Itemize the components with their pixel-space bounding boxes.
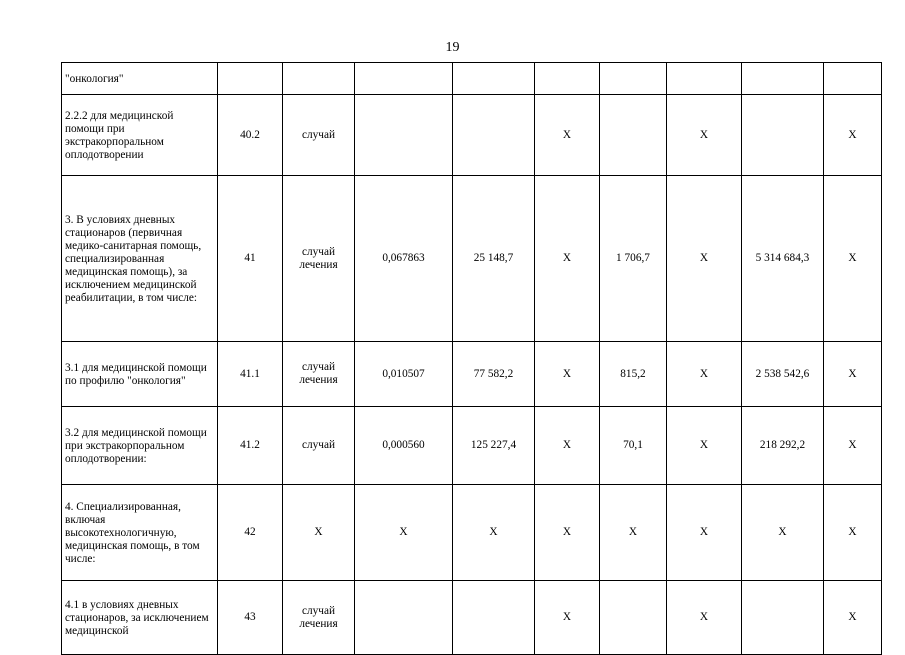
cell-col5: 77 582,2 <box>453 342 535 407</box>
row-name-cell: 3.1 для медицинской помощи по профилю "онкология" <box>62 342 218 407</box>
cell-col4 <box>355 63 453 95</box>
cell-col10: Х <box>824 485 882 581</box>
unit-cell: случай лечения <box>283 581 355 655</box>
table-row <box>62 407 882 485</box>
cell-col6: Х <box>535 407 600 485</box>
cell-col7 <box>600 63 667 95</box>
page-number: 19 <box>445 40 460 55</box>
cell-col5: 25 148,7 <box>453 176 535 342</box>
unit-cell: Х <box>283 485 355 581</box>
cell-col6: Х <box>535 485 600 581</box>
row-name-cell: 3. В условиях дневных стационаров (первичная медико-санитарная помощь, специализированная медицинская помощь), за исключением медицинской реабилитации, в том числе: <box>62 176 218 342</box>
unit-cell: случай <box>283 95 355 176</box>
cell-col6 <box>535 63 600 95</box>
row-name-cell: "онкология" <box>62 63 218 95</box>
cell-col10 <box>824 63 882 95</box>
cell-col10: Х <box>824 95 882 176</box>
table-row <box>62 63 882 95</box>
code-cell: 43 <box>218 581 283 655</box>
row-name-cell: 4.1 в условиях дневных стационаров, за исключением медицинской <box>62 581 218 655</box>
cell-col8: Х <box>667 342 742 407</box>
cell-col8: Х <box>667 176 742 342</box>
cell-col8: Х <box>667 95 742 176</box>
code-cell: 41 <box>218 176 283 342</box>
code-cell <box>218 63 283 95</box>
cell-col4 <box>355 581 453 655</box>
cell-col8: Х <box>667 407 742 485</box>
data-table <box>61 62 882 655</box>
code-cell: 42 <box>218 485 283 581</box>
cell-col6: Х <box>535 176 600 342</box>
code-cell: 41.1 <box>218 342 283 407</box>
table-row <box>62 581 882 655</box>
cell-col7: 815,2 <box>600 342 667 407</box>
cell-col5: Х <box>453 485 535 581</box>
table-row <box>62 95 882 176</box>
unit-cell <box>283 63 355 95</box>
cell-col7: Х <box>600 485 667 581</box>
cell-col8: Х <box>667 581 742 655</box>
code-cell: 41.2 <box>218 407 283 485</box>
cell-col5 <box>453 95 535 176</box>
cell-col9: 5 314 684,3 <box>742 176 824 342</box>
cell-col6: Х <box>535 95 600 176</box>
row-name-cell: 4. Специализированная, включая высокотехнологичную, медицинская помощь, в том числе: <box>62 485 218 581</box>
row-name-cell: 2.2.2 для медицинской помощи при экстракорпоральном оплодотворении <box>62 95 218 176</box>
cell-col5 <box>453 581 535 655</box>
code-cell: 40.2 <box>218 95 283 176</box>
cell-col4: Х <box>355 485 453 581</box>
cell-col9: Х <box>742 485 824 581</box>
cell-col9 <box>742 63 824 95</box>
cell-col4: 0,010507 <box>355 342 453 407</box>
table-row <box>62 485 882 581</box>
unit-cell: случай лечения <box>283 176 355 342</box>
cell-col4: 0,067863 <box>355 176 453 342</box>
cell-col6: Х <box>535 342 600 407</box>
cell-col9: 218 292,2 <box>742 407 824 485</box>
cell-col9 <box>742 95 824 176</box>
cell-col7 <box>600 95 667 176</box>
row-name-cell: 3.2 для медицинской помощи при экстракорпоральном оплодотворении: <box>62 407 218 485</box>
cell-col10: Х <box>824 176 882 342</box>
cell-col7: 70,1 <box>600 407 667 485</box>
cell-col9 <box>742 581 824 655</box>
table-row <box>62 176 882 342</box>
cell-col10: Х <box>824 407 882 485</box>
cell-col9: 2 538 542,6 <box>742 342 824 407</box>
cell-col7 <box>600 581 667 655</box>
cell-col5: 125 227,4 <box>453 407 535 485</box>
cell-col8: Х <box>667 485 742 581</box>
cell-col4 <box>355 95 453 176</box>
cell-col8 <box>667 63 742 95</box>
cell-col10: Х <box>824 342 882 407</box>
unit-cell: случай лечения <box>283 342 355 407</box>
table-row <box>62 342 882 407</box>
unit-cell: случай <box>283 407 355 485</box>
cell-col6: Х <box>535 581 600 655</box>
cell-col5 <box>453 63 535 95</box>
cell-col7: 1 706,7 <box>600 176 667 342</box>
cell-col4: 0,000560 <box>355 407 453 485</box>
cell-col10: Х <box>824 581 882 655</box>
